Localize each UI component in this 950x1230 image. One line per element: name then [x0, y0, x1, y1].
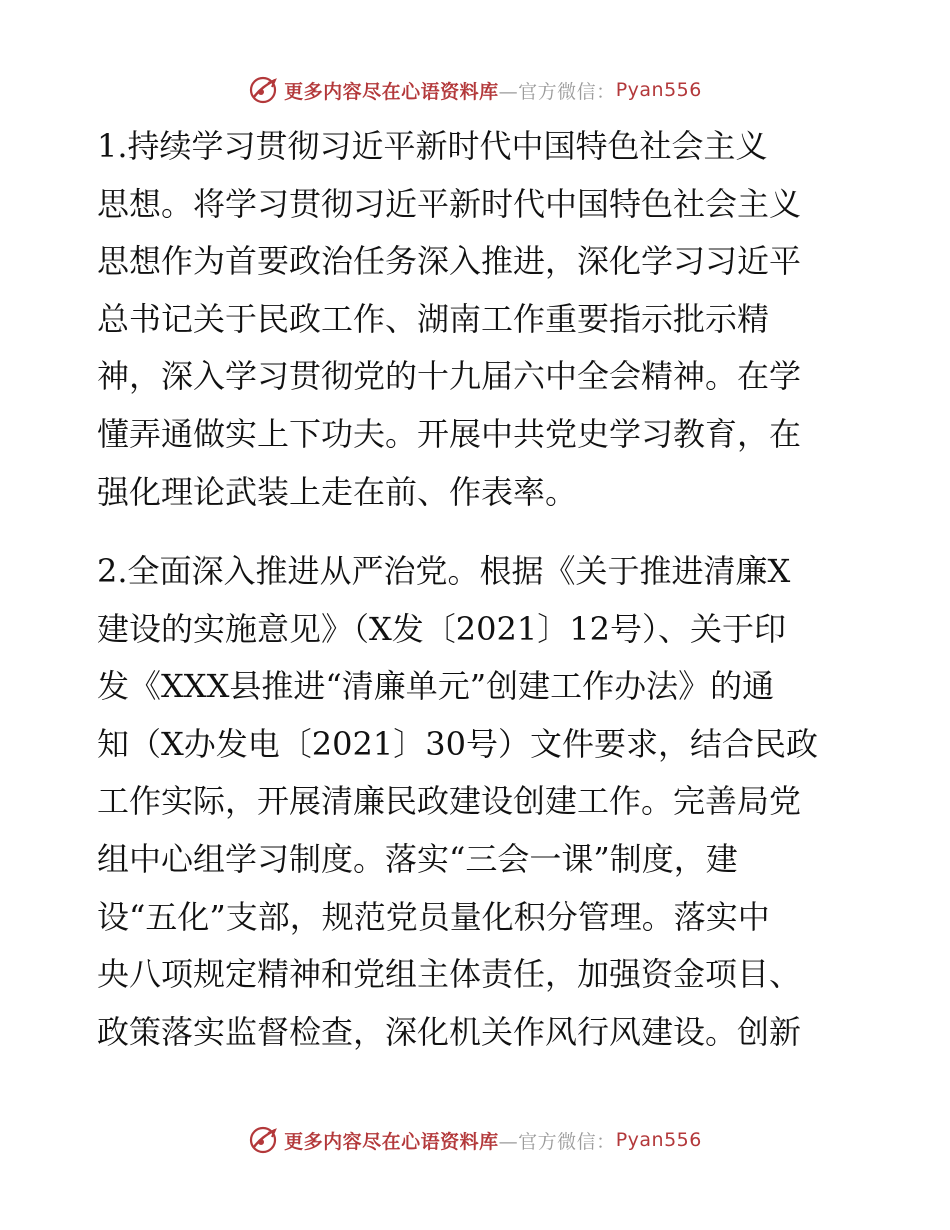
text-line: 工作实际，开展清廉民政建设创建工作。完善局党 — [97, 782, 802, 821]
header-watermark-banner — [0, 70, 950, 110]
brand-logo-icon — [248, 75, 278, 105]
text-line: 设“五化”支部，规范党员量化积分管理。落实中 — [97, 897, 770, 936]
banner-wechat-id: Pyan556 — [615, 79, 702, 101]
paragraph-1 — [97, 118, 857, 521]
text-line: 1.持续学习贯彻习近平新时代中国特色社会主义 — [97, 127, 768, 165]
text-line: 央八项规定精神和党组主体责任，加强资金项目、 — [97, 955, 802, 994]
paragraph-2 — [97, 543, 857, 1061]
text-line: 思想作为首要政治任务深入推进，深化学习习近平 — [97, 242, 802, 281]
text-line: 组中心组学习制度。落实“三会一课”制度，建 — [97, 839, 738, 878]
text-line: 2.全面深入推进从严治党。根据《关于推进清廉X — [97, 552, 791, 590]
text-line: 知（X办发电〔2021〕30号）文件要求，结合民政 — [97, 724, 818, 763]
text-line: 懂弄通做实上下功夫。开展中共党史学习教育，在 — [97, 414, 802, 453]
footer-watermark-banner — [0, 1120, 950, 1160]
brand-logo-icon — [248, 1125, 278, 1155]
text-line: 思想。将学习贯彻习近平新时代中国特色社会主义 — [97, 184, 802, 223]
banner-separator-text: —官方微信： — [498, 80, 616, 103]
text-line: 强化理论武装上走在前、作表率。 — [97, 472, 578, 511]
text-line: 建设的实施意见》（X发〔2021〕12号）、关于印 — [97, 609, 786, 648]
banner-wechat-id: Pyan556 — [615, 1129, 702, 1151]
banner-main-text: 更多内容尽在心语资料库 — [284, 1130, 499, 1153]
banner-separator-text: —官方微信： — [498, 1130, 616, 1153]
text-line: 发《XXX县推进“清廉单元”创建工作办法》的通 — [97, 667, 775, 706]
text-line: 神，深入学习贯彻党的十九届六中全会精神。在学 — [97, 357, 802, 396]
text-line: 总书记关于民政工作、湖南工作重要指示批示精 — [97, 299, 770, 338]
banner-main-text: 更多内容尽在心语资料库 — [284, 80, 499, 103]
text-line: 政策落实监督检查，深化机关作风行风建设。创新 — [97, 1012, 802, 1051]
